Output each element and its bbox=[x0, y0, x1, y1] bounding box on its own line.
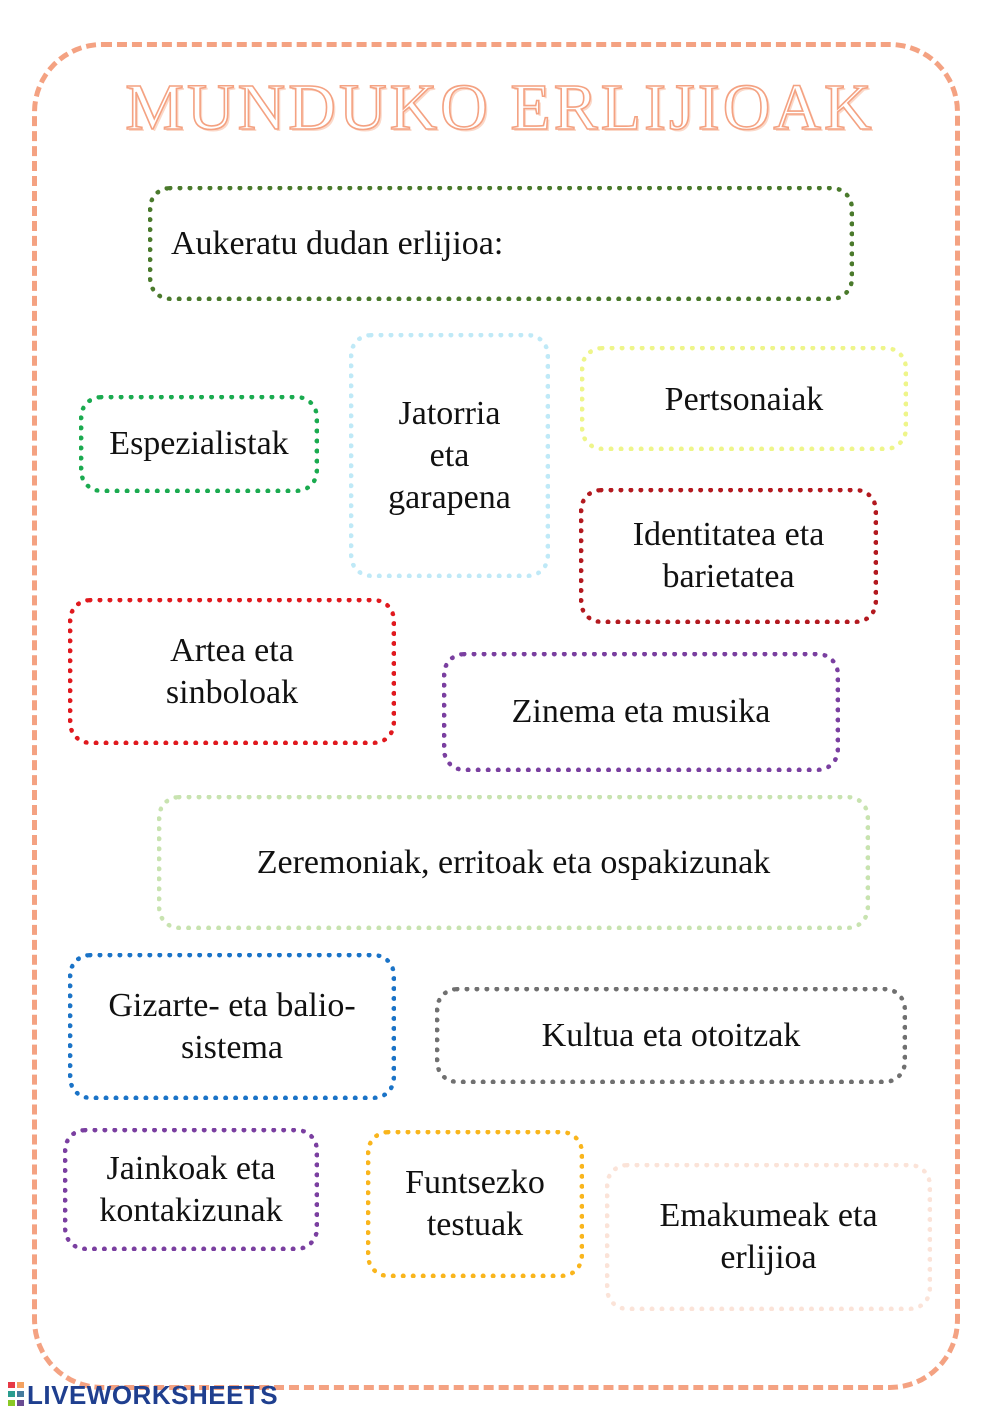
topic-box-jatorria[interactable] bbox=[349, 333, 550, 578]
topic-label: Artea eta sinboloak bbox=[165, 631, 299, 711]
topic-box-emakumeak[interactable] bbox=[605, 1163, 932, 1311]
topic-box-espezialistak[interactable] bbox=[79, 395, 319, 493]
topic-box-funtsezko[interactable] bbox=[366, 1130, 584, 1278]
topic-label: Funtsezko testuak bbox=[405, 1164, 545, 1243]
topic-label: Zeremoniak, erritoak eta ospakizunak bbox=[256, 843, 771, 881]
topic-label: Gizarte- eta balio-sistema bbox=[108, 986, 356, 1066]
chosen-religion-label: Aukeratu dudan erlijioa: bbox=[171, 224, 504, 262]
topic-label: Zinema eta musika bbox=[511, 693, 771, 730]
liveworksheets-logo bbox=[8, 1380, 278, 1410]
topic-label: Pertsonaiak bbox=[664, 381, 824, 418]
topic-label: Espezialistak bbox=[109, 425, 289, 462]
liveworksheets-icon bbox=[8, 1382, 24, 1408]
logo-text: LIVEWORKSHEETS bbox=[27, 1379, 279, 1410]
topic-box-jainkoak[interactable] bbox=[63, 1128, 319, 1251]
topic-box-zeremoniak[interactable] bbox=[157, 795, 870, 930]
topic-box-pertsonaiak[interactable] bbox=[580, 346, 908, 451]
topic-label: Jatorria eta garapena bbox=[388, 394, 511, 516]
topic-box-identitatea[interactable] bbox=[579, 488, 878, 624]
chosen-religion-box[interactable] bbox=[148, 186, 854, 301]
topic-label: Kultua eta otoitzak bbox=[541, 1016, 801, 1054]
topic-box-artea[interactable] bbox=[68, 598, 396, 745]
topic-label: Jainkoak eta kontakizunak bbox=[99, 1149, 283, 1229]
page-title: MUNDUKO ERLIJIOAK bbox=[125, 71, 875, 144]
topic-box-kultua[interactable] bbox=[435, 987, 907, 1084]
topic-box-zinema[interactable] bbox=[442, 652, 840, 772]
topic-label: Identitatea eta barietatea bbox=[632, 516, 825, 595]
topic-box-gizarte[interactable] bbox=[68, 953, 396, 1100]
topic-label: Emakumeak eta erlijioa bbox=[659, 1197, 878, 1276]
